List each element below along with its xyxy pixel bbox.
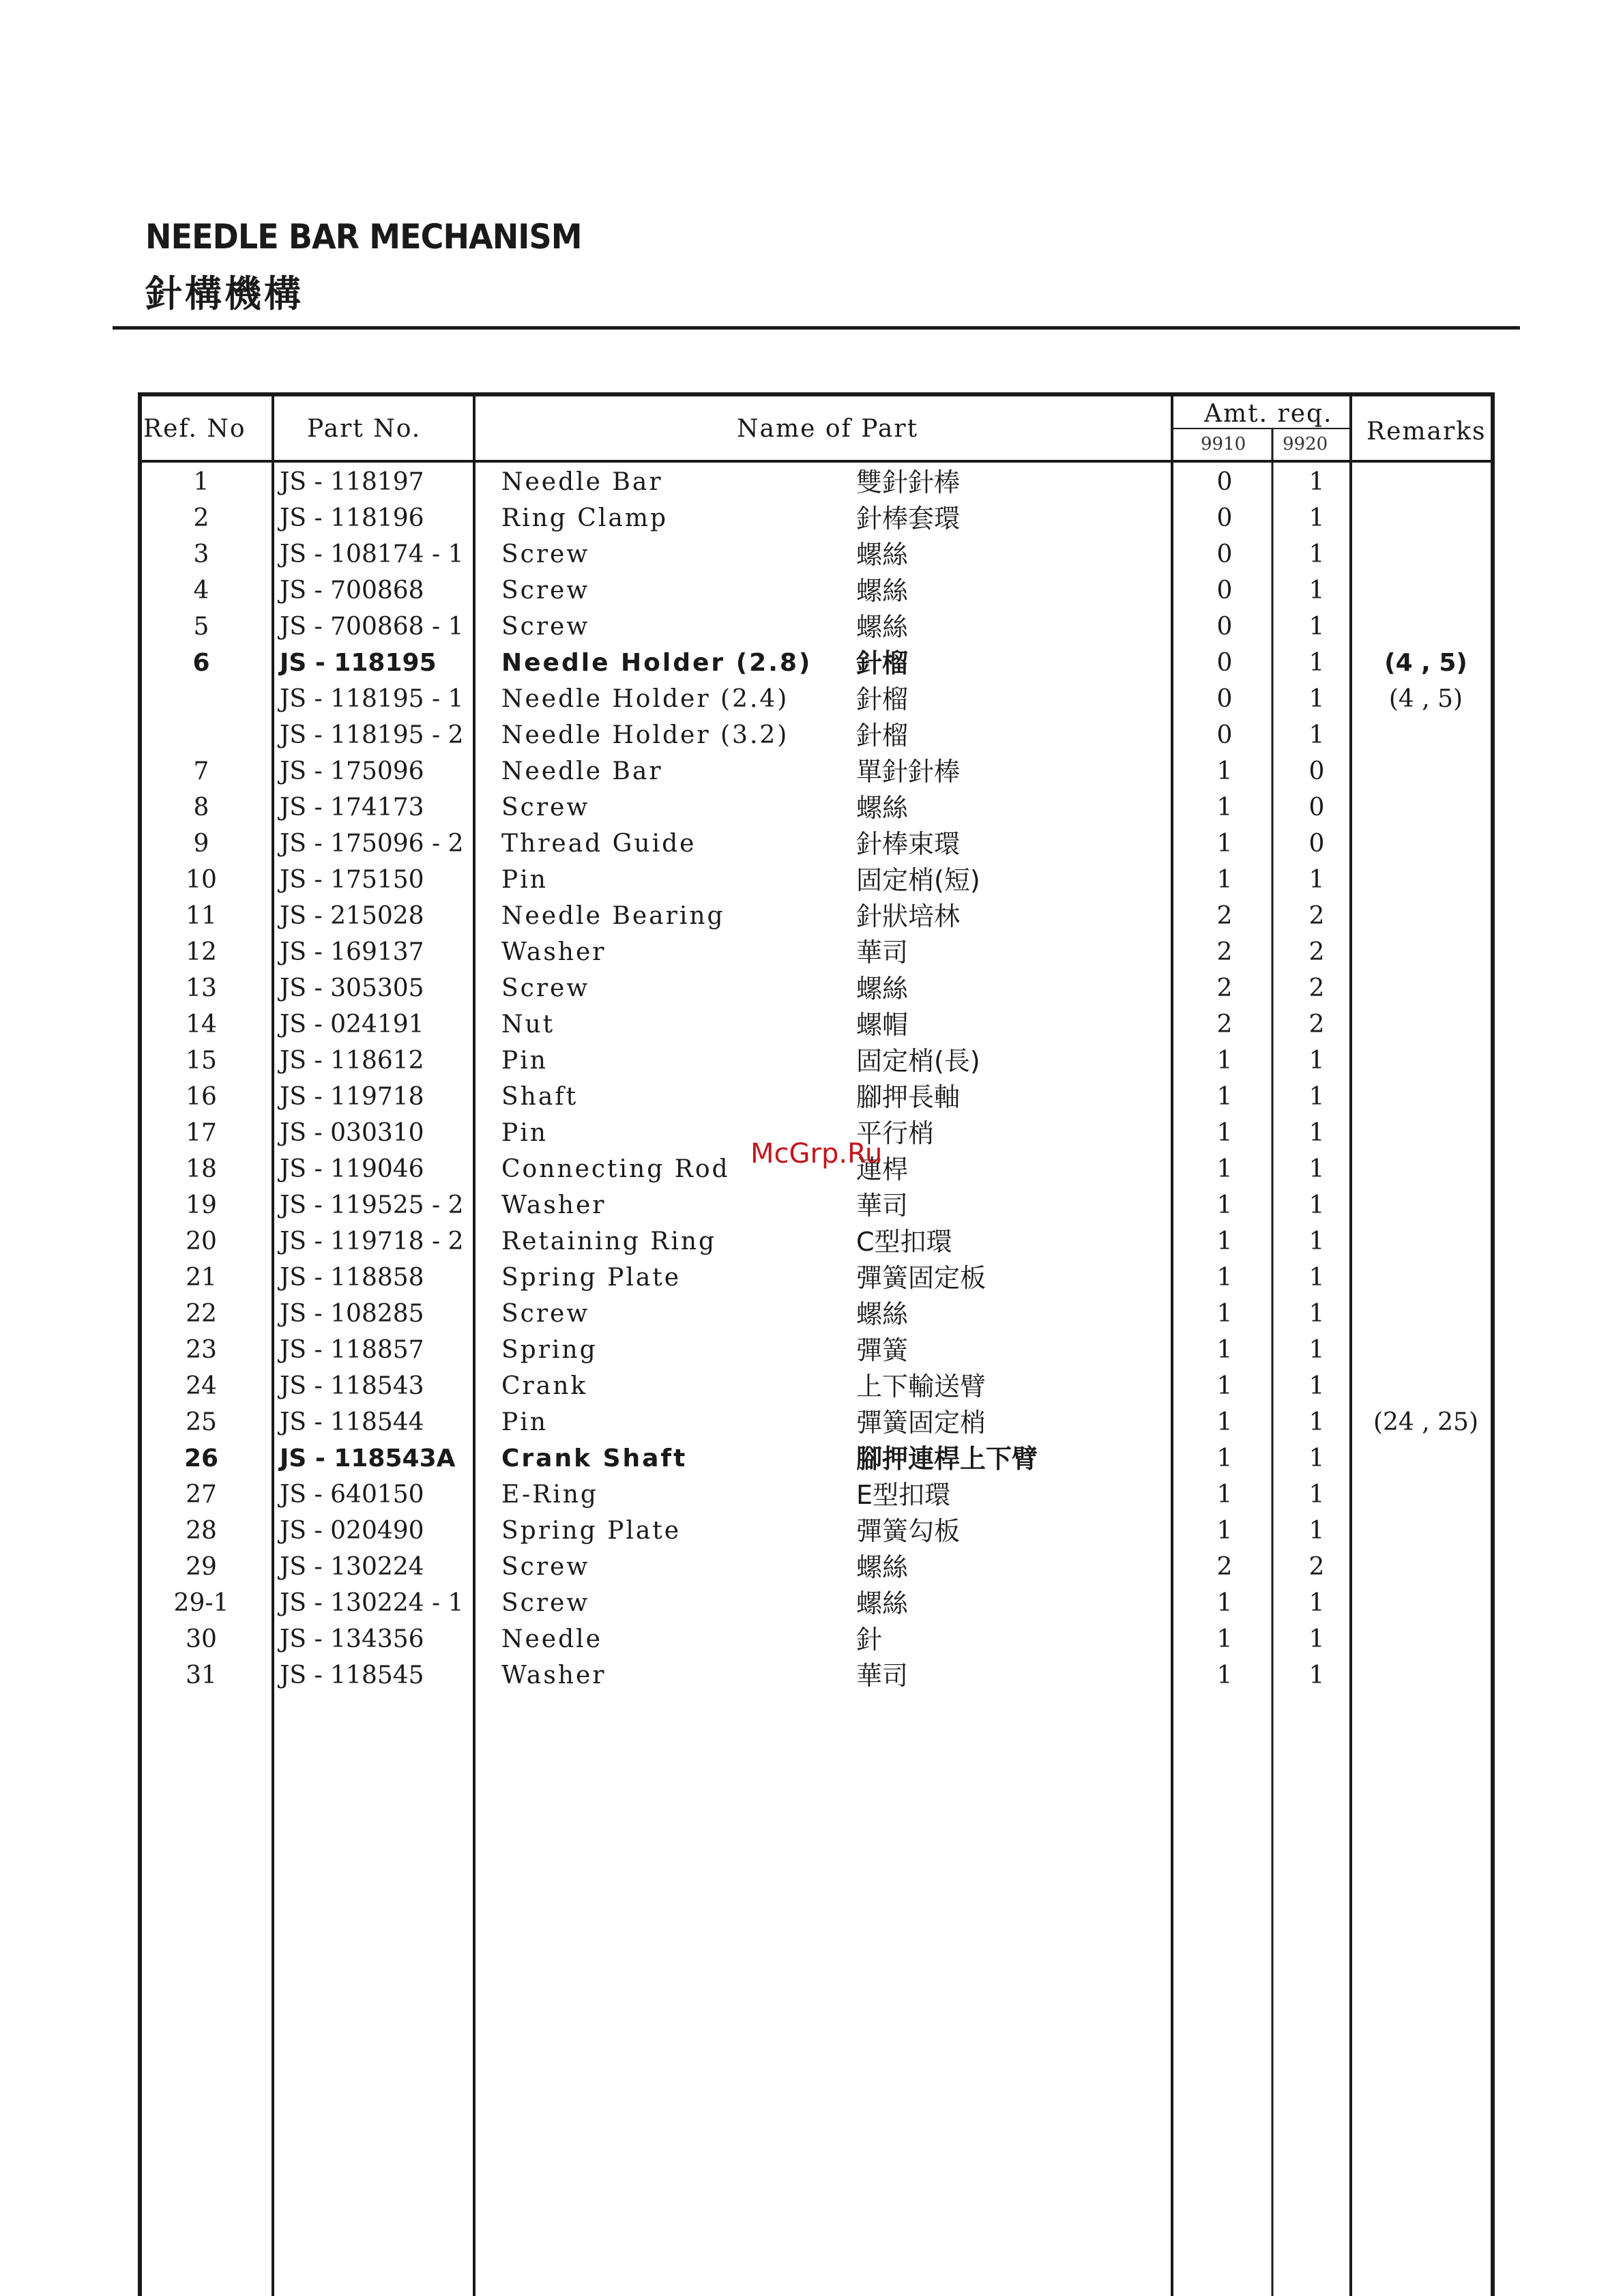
amt-9910-cell: 1 [1216,794,1233,822]
part-no-cell: JS - 030310 [280,1119,424,1147]
part-no-cell: JS - 108285 [280,1300,424,1328]
part-name-chinese-cell: 針狀培林 [856,901,961,931]
ref-no-cell: 29 [186,1553,217,1581]
remarks-cell [1354,1080,1497,1114]
ref-no-cell: 7 [193,757,209,785]
ref-no-cell: 23 [186,1336,217,1364]
part-name-cell: Pin [501,1408,548,1436]
remarks-cell [1354,1044,1497,1078]
amt-9910-cell: 1 [1216,1408,1233,1436]
remarks-cell [1354,1189,1497,1223]
amt-9910-cell: 1 [1216,1227,1233,1255]
part-no-cell: JS - 024191 [280,1011,424,1038]
ref-no-cell: 14 [186,1011,217,1038]
ref-no-cell: 21 [186,1264,217,1292]
amt-9910-cell: 1 [1216,1047,1233,1075]
amt-9910-cell: 0 [1216,685,1233,713]
part-no-cell: JS - 118545 [280,1661,424,1689]
remarks-cell [1354,1297,1497,1331]
part-name-cell: Needle Holder (3.2) [501,721,789,749]
part-no-cell: JS - 118195 [280,649,437,677]
amt-9920-cell: 2 [1308,974,1325,1002]
part-name-chinese-cell: 彈簧固定板 [856,1263,986,1293]
part-no-cell: JS - 175096 [280,757,424,785]
ref-no-cell: 17 [186,1119,217,1147]
ref-no-cell: 9 [193,830,209,858]
part-name-cell: Screw [501,794,590,822]
amt-9910-cell: 1 [1216,1264,1233,1292]
amt-9910-cell: 1 [1216,830,1233,858]
remarks-cell [1354,610,1497,644]
amt-9920-cell: 1 [1308,1661,1325,1689]
amt-9910-cell: 1 [1216,1625,1233,1653]
remarks-cell [1354,863,1497,897]
amt-9920-cell: 0 [1308,794,1325,822]
amt-9910-cell: 0 [1216,468,1233,496]
part-no-cell: JS - 130224 [280,1553,424,1581]
part-name-cell: Thread Guide [501,830,697,858]
amt-9910-cell: 1 [1216,1336,1233,1364]
amt-9910-cell: 2 [1216,974,1233,1002]
amt-9920-cell: 1 [1308,613,1325,641]
part-name-chinese-cell: 針棒套環 [856,504,961,534]
remarks-cell [1354,538,1497,572]
part-name-chinese-cell: 華司 [856,938,909,968]
part-no-cell: JS - 119046 [280,1155,424,1183]
remarks-cell: (24 , 25) [1373,1408,1479,1436]
remarks-cell [1354,827,1497,861]
part-name-chinese-cell: 針榴 [856,721,909,751]
part-no-cell: JS - 118544 [280,1408,424,1436]
remarks-cell [1354,1550,1497,1584]
part-name-cell: Connecting Rod [501,1155,730,1183]
amt-9910-cell: 1 [1216,1191,1233,1219]
amt-9920-cell: 1 [1308,577,1325,605]
amt-9920-cell: 1 [1308,1481,1325,1509]
ref-no-cell: 27 [186,1481,217,1509]
amt-9920-cell: 1 [1308,1047,1325,1075]
ref-no-cell: 30 [186,1625,217,1653]
part-name-cell: Screw [501,974,590,1002]
part-name-cell: Spring Plate [501,1517,682,1545]
ref-no-cell: 18 [186,1155,217,1183]
ref-no-cell: 31 [186,1661,217,1689]
amt-9910-cell: 1 [1216,1119,1233,1147]
amt-9910-cell: 1 [1216,1083,1233,1111]
header-ref-no: Ref. No [143,415,246,443]
part-name-chinese-cell: 螺絲 [856,1299,909,1329]
amt-9920-cell: 1 [1308,649,1325,677]
amt-9910-cell: 0 [1216,540,1233,568]
amt-9920-cell: 1 [1308,1372,1325,1400]
remarks-cell [1354,1333,1497,1367]
part-no-cell: JS - 130224 - 1 [280,1589,464,1617]
part-no-cell: JS - 020490 [280,1517,424,1545]
part-name-chinese-cell: 單針針棒 [856,757,961,787]
ref-no-cell: 4 [193,577,209,605]
part-no-cell: JS - 118197 [280,468,424,496]
amt-9910-cell: 0 [1216,613,1233,641]
part-name-cell: Washer [501,938,606,966]
remarks-cell [1354,574,1497,608]
amt-9920-cell: 1 [1308,1191,1325,1219]
amt-9920-cell: 1 [1308,1336,1325,1364]
amt-9910-cell: 1 [1216,1661,1233,1689]
part-no-cell: JS - 118612 [280,1047,424,1075]
amt-9920-cell: 1 [1308,1227,1325,1255]
part-no-cell: JS - 640150 [280,1481,424,1509]
part-name-cell: Ring Clamp [501,504,668,532]
amt-9910-cell: 1 [1216,1589,1233,1617]
amt-9920-cell: 1 [1308,1083,1325,1111]
part-no-cell: JS - 174173 [280,794,424,822]
part-no-cell: JS - 175150 [280,866,424,894]
part-no-cell: JS - 118857 [280,1336,424,1364]
amt-9920-cell: 1 [1308,1300,1325,1328]
amt-9910-cell: 1 [1216,757,1233,785]
remarks-cell [1354,1478,1497,1512]
amt-9920-cell: 1 [1308,1408,1325,1436]
remarks-cell [1354,935,1497,970]
part-name-chinese-cell: 螺絲 [856,576,909,606]
part-name-chinese-cell: 螺絲 [856,612,909,642]
header-remarks: Remarks [1366,418,1487,446]
part-name-cell: Spring Plate [501,1264,682,1292]
part-name-cell: Crank Shaft [501,1444,688,1472]
part-name-chinese-cell: 華司 [856,1191,909,1221]
remarks-cell [1354,502,1497,536]
ref-no-cell: 20 [186,1227,217,1255]
part-name-cell: Needle Bar [501,468,663,496]
part-name-cell: Screw [501,1300,590,1328]
amt-9910-cell: 2 [1216,1011,1233,1038]
part-no-cell: JS - 119718 - 2 [280,1227,464,1255]
amt-9920-cell: 2 [1308,1011,1325,1038]
amt-9920-cell: 1 [1308,1119,1325,1147]
ref-no-cell: 25 [186,1408,217,1436]
amt-9920-cell: 1 [1308,685,1325,713]
remarks-cell [1354,1225,1497,1259]
ref-no-cell: 11 [186,902,217,930]
ref-no-cell: 10 [186,866,217,894]
part-name-chinese-cell: 連桿 [856,1154,909,1185]
amt-9920-cell: 1 [1308,1155,1325,1183]
ref-no-cell: 2 [193,504,209,532]
part-name-chinese-cell: 針榴 [856,648,909,678]
part-no-cell: JS - 700868 - 1 [280,613,464,641]
ref-no-cell: 13 [186,974,217,1002]
amt-9920-cell: 1 [1308,1444,1325,1472]
amt-9920-cell: 1 [1308,1264,1325,1292]
part-name-chinese-cell: 針榴 [856,684,909,714]
part-no-cell: JS - 215028 [280,902,424,930]
amt-9920-cell: 2 [1308,1553,1325,1581]
header-part-no: Part No. [307,415,422,443]
part-name-cell: Needle Holder (2.4) [501,685,789,713]
ref-no-cell: 29-1 [173,1589,229,1617]
part-name-cell: Needle Bearing [501,902,725,930]
ref-no-cell [143,718,259,753]
part-name-chinese-cell: 固定梢(短) [856,865,980,895]
part-name-chinese-cell: 彈簧固定梢 [856,1408,986,1438]
header-amt-9910: 9910 [1201,434,1246,454]
watermark: McGrp.Ru [750,1138,883,1169]
amt-9920-cell: 2 [1308,902,1325,930]
ref-no-cell: 15 [186,1047,217,1075]
amt-9920-cell: 1 [1308,468,1325,496]
part-name-chinese-cell: 螺絲 [856,1552,909,1582]
part-name-cell: Screw [501,1553,590,1581]
amt-9910-cell: 0 [1216,577,1233,605]
part-name-cell: Washer [501,1661,606,1689]
amt-9910-cell: 1 [1216,1517,1233,1545]
ref-no-cell: 5 [193,613,209,641]
part-name-cell: Screw [501,1589,590,1617]
part-no-cell: JS - 108174 - 1 [280,540,464,568]
part-name-cell: Screw [501,577,590,605]
ref-no-cell: 16 [186,1083,217,1111]
part-name-chinese-cell: E型扣環 [856,1480,951,1510]
ref-no-cell: 19 [186,1191,217,1219]
part-name-cell: Pin [501,1047,548,1075]
part-name-chinese-cell: 螺絲 [856,540,909,570]
part-no-cell: JS - 118195 - 2 [280,721,464,749]
amt-9910-cell: 1 [1216,1372,1233,1400]
remarks-cell [1354,972,1497,1006]
remarks-cell [1354,1008,1497,1042]
ref-no-cell: 24 [186,1372,217,1400]
ref-no-cell: 3 [193,540,209,568]
part-name-cell: Crank [501,1372,588,1400]
part-name-cell: Screw [501,613,590,641]
part-name-cell: Shaft [501,1083,579,1111]
part-no-cell: JS - 305305 [280,974,424,1002]
part-name-cell: Needle Bar [501,757,663,785]
part-no-cell: JS - 134356 [280,1625,424,1653]
part-name-cell: Needle [501,1625,602,1653]
amt-9910-cell: 1 [1216,1155,1233,1183]
part-name-cell: Washer [501,1191,606,1219]
part-name-cell: Nut [501,1011,555,1038]
part-no-cell: JS - 118543 [280,1372,424,1400]
part-name-cell: E-Ring [501,1481,598,1509]
amt-9910-cell: 1 [1216,1444,1233,1472]
amt-9910-cell: 0 [1216,504,1233,532]
amt-9920-cell: 1 [1308,1625,1325,1653]
ref-no-cell: 1 [193,468,209,496]
part-name-cell: Retaining Ring [501,1227,717,1255]
amt-9910-cell: 0 [1216,721,1233,749]
part-no-cell: JS - 175096 - 2 [280,830,464,858]
part-name-cell: Screw [501,540,590,568]
amt-9910-cell: 2 [1216,1553,1233,1581]
page-title-chinese: 針構機構 [145,272,304,315]
part-no-cell: JS - 118543A [280,1444,456,1472]
part-name-chinese-cell: 彈簧 [856,1335,909,1365]
part-name-chinese-cell: 彈簧勾板 [856,1516,961,1546]
remarks-cell [1354,1586,1497,1621]
amt-9920-cell: 1 [1308,1517,1325,1545]
amt-9920-cell: 1 [1308,504,1325,532]
remarks-cell [1354,1442,1497,1476]
remarks-cell: (4 , 5) [1388,685,1463,713]
amt-9920-cell: 1 [1308,721,1325,749]
remarks-cell [1354,465,1497,499]
part-no-cell: JS - 118195 - 1 [280,685,464,713]
remarks-cell [1354,718,1497,753]
part-name-chinese-cell: 螺絲 [856,1588,909,1618]
amt-9910-cell: 1 [1216,866,1233,894]
part-no-cell: JS - 119525 - 2 [280,1191,464,1219]
amt-9910-cell: 0 [1216,649,1233,677]
amt-9920-cell: 0 [1308,757,1325,785]
part-name-chinese-cell: 上下輸送臂 [856,1371,986,1401]
amt-9920-cell: 0 [1308,830,1325,858]
remarks-cell [1354,1369,1497,1404]
remarks-cell [1354,1152,1497,1187]
remarks-cell [1354,1514,1497,1548]
page-title: NEEDLE BAR MECHANISM [145,217,582,257]
remarks-cell: (4 , 5) [1384,649,1467,677]
part-name-chinese-cell: 針 [856,1625,883,1655]
remarks-cell [1354,1261,1497,1295]
part-name-chinese-cell: 腳押長軸 [856,1082,961,1112]
part-name-chinese-cell: C型扣環 [856,1227,952,1257]
amt-9920-cell: 2 [1308,938,1325,966]
part-name-chinese-cell: 腳押連桿上下臂 [856,1444,1038,1474]
part-name-chinese-cell: 螺絲 [856,974,909,1004]
amt-9910-cell: 1 [1216,1300,1233,1328]
part-no-cell: JS - 118858 [280,1264,424,1292]
part-name-cell: Pin [501,1119,548,1147]
part-name-cell: Pin [501,866,548,894]
ref-no-cell: 6 [192,649,210,677]
ref-no-cell: 22 [186,1300,217,1328]
amt-9910-cell: 2 [1216,938,1233,966]
ref-no-cell: 28 [186,1517,217,1545]
amt-9920-cell: 1 [1308,1589,1325,1617]
ref-no-cell: 8 [193,794,209,822]
remarks-cell [1354,1623,1497,1657]
part-name-chinese-cell: 針棒束環 [856,829,961,859]
remarks-cell [1354,1659,1497,1693]
part-name-cell: Spring [501,1336,598,1364]
remarks-cell [1354,791,1497,825]
part-name-chinese-cell: 固定梢(長) [856,1046,980,1076]
header-amt-9920: 9920 [1283,434,1328,454]
part-name-chinese-cell: 華司 [856,1661,909,1691]
amt-9920-cell: 1 [1308,540,1325,568]
remarks-cell [1354,1116,1497,1150]
amt-9910-cell: 1 [1216,1481,1233,1509]
part-name-chinese-cell: 平行梢 [856,1118,935,1148]
header-amt-req: Amt. req. [1204,400,1333,428]
remarks-cell [1354,755,1497,789]
part-name-cell: Needle Holder (2.8) [501,649,813,677]
part-no-cell: JS - 118196 [280,504,424,532]
ref-no-cell: 26 [184,1444,219,1472]
part-no-cell: JS - 700868 [280,577,424,605]
part-no-cell: JS - 119718 [280,1083,424,1111]
part-name-chinese-cell: 螺絲 [856,793,909,823]
header-name-of-part: Name of Part [737,415,919,443]
part-no-cell: JS - 169137 [280,938,424,966]
ref-no-cell: 12 [186,938,217,966]
amt-9920-cell: 1 [1308,866,1325,894]
remarks-cell [1354,899,1497,933]
part-name-chinese-cell: 螺帽 [856,1010,909,1040]
ref-no-cell [143,682,259,716]
part-name-chinese-cell: 雙針針棒 [856,467,961,497]
amt-9910-cell: 2 [1216,902,1233,930]
